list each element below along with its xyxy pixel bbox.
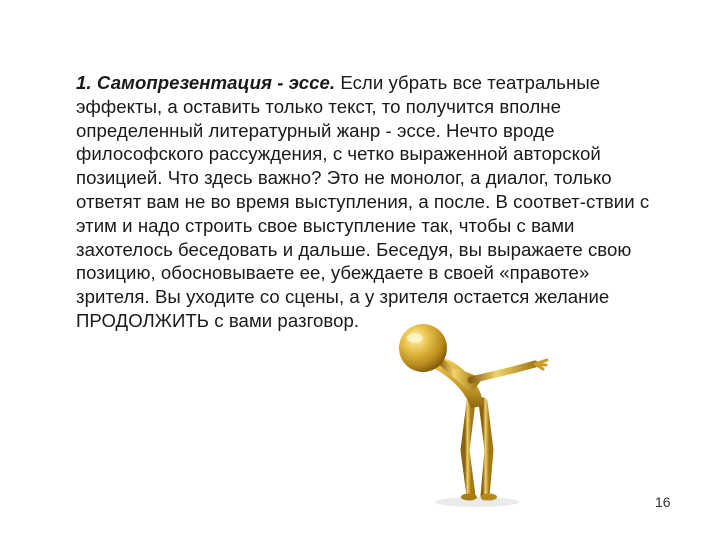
- text-line-1: [76, 71, 701, 95]
- text-line-10: зрителя. Вы уходите со сцены, а у зрителя остается желание: [76, 286, 610, 308]
- slide-heading: 1. Самопрезентация - эссе.: [76, 72, 336, 93]
- text-line-7: этим и надо строить свое выступление так, чтобы с вами: [76, 214, 575, 236]
- text-line-8: захотелось беседовать и дальше. Беседуя, вы выражаете свою: [76, 238, 632, 260]
- text-line-11: ПРОДОЛЖИТЬ с вами разговор.: [76, 309, 360, 331]
- text-line-1-rest: Если убрать все театральные: [335, 72, 601, 93]
- page-number: 16: [655, 494, 671, 510]
- text-line-9: позицию, обосновываете ее, убеждаете в своей «правоте»: [76, 262, 590, 284]
- slide-body-text: [76, 71, 701, 333]
- text-line-5: позицией. Что здесь важно? Это не монолог, а диалог, только: [76, 167, 612, 189]
- text-line-2: эффекты, а оставить только текст, то получится вполне: [76, 95, 561, 117]
- golden-bowing-figure-icon: [385, 318, 585, 513]
- text-line-3: определенный литературный жанр - эссе. Нечто вроде: [76, 119, 555, 141]
- text-line-4: философского рассуждения, с четко выраженной авторской: [76, 143, 601, 165]
- text-line-6: ответят вам не во время выступления, а после. В соответ-ствии с: [76, 190, 650, 212]
